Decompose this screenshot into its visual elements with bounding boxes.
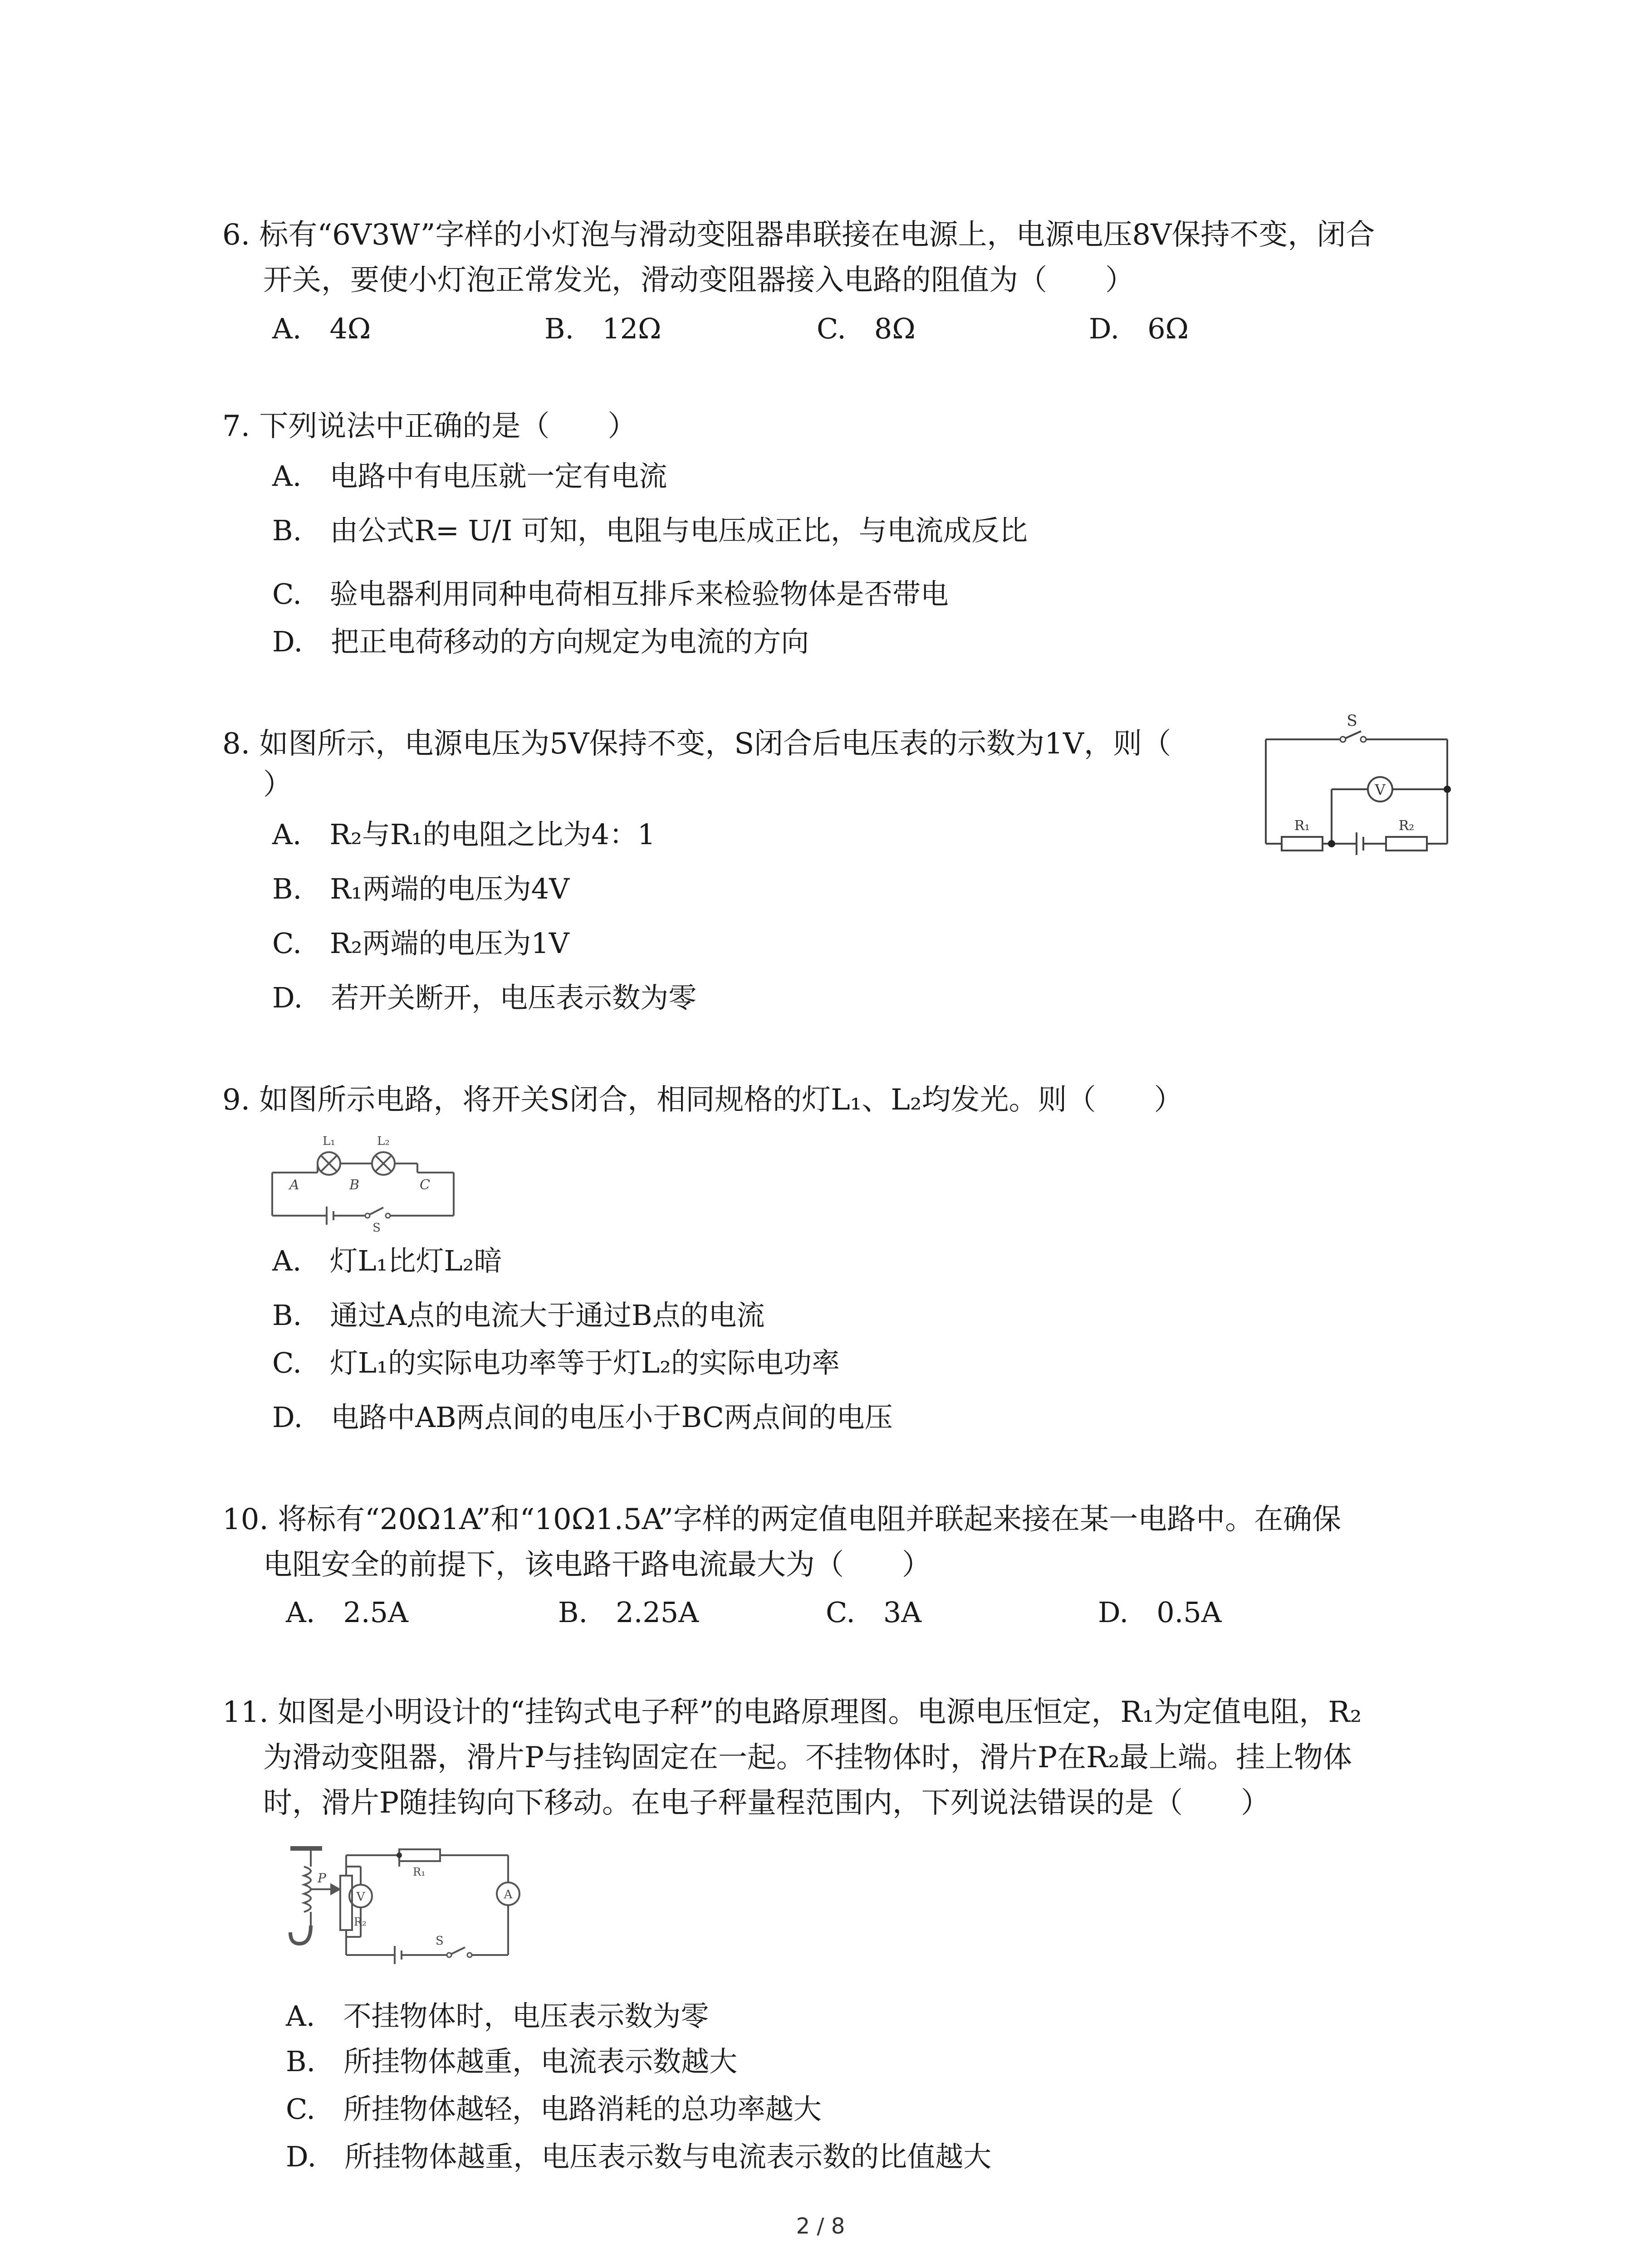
question-8-option-a: A. R₂与R₁的电阻之比为4：1 — [272, 818, 656, 851]
circuit-diagram-q11 — [286, 1839, 522, 1975]
question-9-option-a: A. 灯L₁比灯L₂暗 — [272, 1244, 502, 1277]
q11-r1-label: R₁ — [413, 1866, 426, 1878]
question-9-option-c: C. 灯L₁的实际电功率等于灯L₂的实际电功率 — [272, 1346, 840, 1379]
question-10-option-a: A. 2.5A — [286, 1596, 408, 1629]
question-6-option-a: A. 4Ω — [272, 312, 371, 345]
q11-switch-label: S — [436, 1934, 444, 1948]
q8-switch-label: S — [1347, 712, 1357, 730]
question-10-option-d: D. 0.5A — [1098, 1596, 1222, 1629]
q8-r2-label: R₂ — [1398, 818, 1415, 834]
question-9-option-d: D. 电路中AB两点间的电压小于BC两点间的电压 — [272, 1401, 893, 1434]
question-7-option-d: D. 把正电荷移动的方向规定为电流的方向 — [272, 625, 809, 658]
q11-voltmeter-label: V — [356, 1890, 365, 1904]
q8-r1-label: R₁ — [1294, 818, 1310, 834]
page-number: 2 / 8 — [796, 2214, 845, 2239]
question-7-option-a: A. 电路中有电压就一定有电流 — [272, 459, 667, 493]
question-11-line-1: 11. 如图是小明设计的“挂钩式电子秤”的电路原理图。电源电压恒定，R₁为定值电阻，R₂ — [222, 1696, 1362, 1729]
q9-l2-label: L₂ — [377, 1134, 390, 1148]
question-6-line-2: 开关，要使小灯泡正常发光，滑动变阻器接入电路的阻值为（ ） — [263, 264, 1134, 297]
question-7-line-1: 7. 下列说法中正确的是（ ） — [222, 410, 637, 443]
q9-switch-label: S — [372, 1221, 381, 1234]
question-9-option-b: B. 通过A点的电流大于通过B点的电流 — [272, 1299, 765, 1332]
question-11-option-d: D. 所挂物体越重，电压表示数与电流表示数的比值越大 — [286, 2140, 992, 2173]
question-11-option-b: B. 所挂物体越重，电流表示数越大 — [286, 2045, 738, 2078]
question-11-option-c: C. 所挂物体越轻，电路消耗的总功率越大 — [286, 2092, 822, 2126]
question-8-option-b: B. R₁两端的电压为4V — [272, 872, 570, 905]
question-8-option-d: D. 若开关断开，电压表示数为零 — [272, 981, 697, 1014]
question-10-option-c: C. 3A — [826, 1596, 922, 1629]
question-7-option-b: B. 由公式R= U/I 可知，电阻与电压成正比，与电流成反比 — [272, 514, 1028, 547]
q9-a-label: A — [289, 1177, 299, 1193]
q11-ammeter-label: A — [504, 1888, 513, 1901]
question-8-line-2: ） — [263, 768, 292, 802]
q9-l1-label: L₁ — [323, 1134, 335, 1148]
q11-p-label: P — [318, 1871, 326, 1886]
circuit-diagram-q9 — [263, 1129, 463, 1234]
question-11-line-2: 为滑动变阻器，滑片P与挂钩固定在一起。不挂物体时，滑片P在R₂最上端。挂上物体 — [263, 1741, 1352, 1774]
q11-r2-label: R₂ — [354, 1916, 367, 1928]
question-10-line-2: 电阻安全的前提下，该电路干路电流最大为（ ） — [263, 1548, 931, 1582]
question-6-option-c: C. 8Ω — [817, 312, 916, 345]
question-10-line-1: 10. 将标有“20Ω1A”和“10Ω1.5A”字样的两定值电阻并联起来接在某一电路中。在确保 — [222, 1503, 1342, 1536]
question-6-option-b: B. 12Ω — [544, 312, 661, 345]
question-9-line-1: 9. 如图所示电路，将开关S闭合，相同规格的灯L₁、L₂均发光。则（ ） — [222, 1083, 1183, 1117]
question-6-option-d: D. 6Ω — [1089, 312, 1189, 345]
q8-voltmeter-label: V — [1375, 781, 1386, 798]
question-10-option-b: B. 2.25A — [558, 1596, 699, 1629]
q9-b-label: B — [349, 1177, 360, 1193]
question-7-option-c: C. 验电器利用同种电荷相互排斥来检验物体是否带电 — [272, 577, 949, 611]
question-11-line-3: 时，滑片P随挂钩向下移动。在电子秤量程范围内，下列说法错误的是（ ） — [263, 1786, 1270, 1820]
circuit-diagram-q8 — [1257, 708, 1465, 880]
q9-c-label: C — [420, 1177, 430, 1193]
question-6-line-1: 6. 标有“6V3W”字样的小灯泡与滑动变阻器串联接在电源上，电源电压8V保持不变，闭合 — [222, 218, 1375, 252]
question-11-option-a: A. 不挂物体时，电压表示数为零 — [286, 1999, 709, 2033]
question-8-option-c: C. R₂两端的电压为1V — [272, 927, 569, 960]
question-8-line-1: 8. 如图所示，电源电压为5V保持不变，S闭合后电压表的示数为1V，则（ — [222, 727, 1171, 761]
